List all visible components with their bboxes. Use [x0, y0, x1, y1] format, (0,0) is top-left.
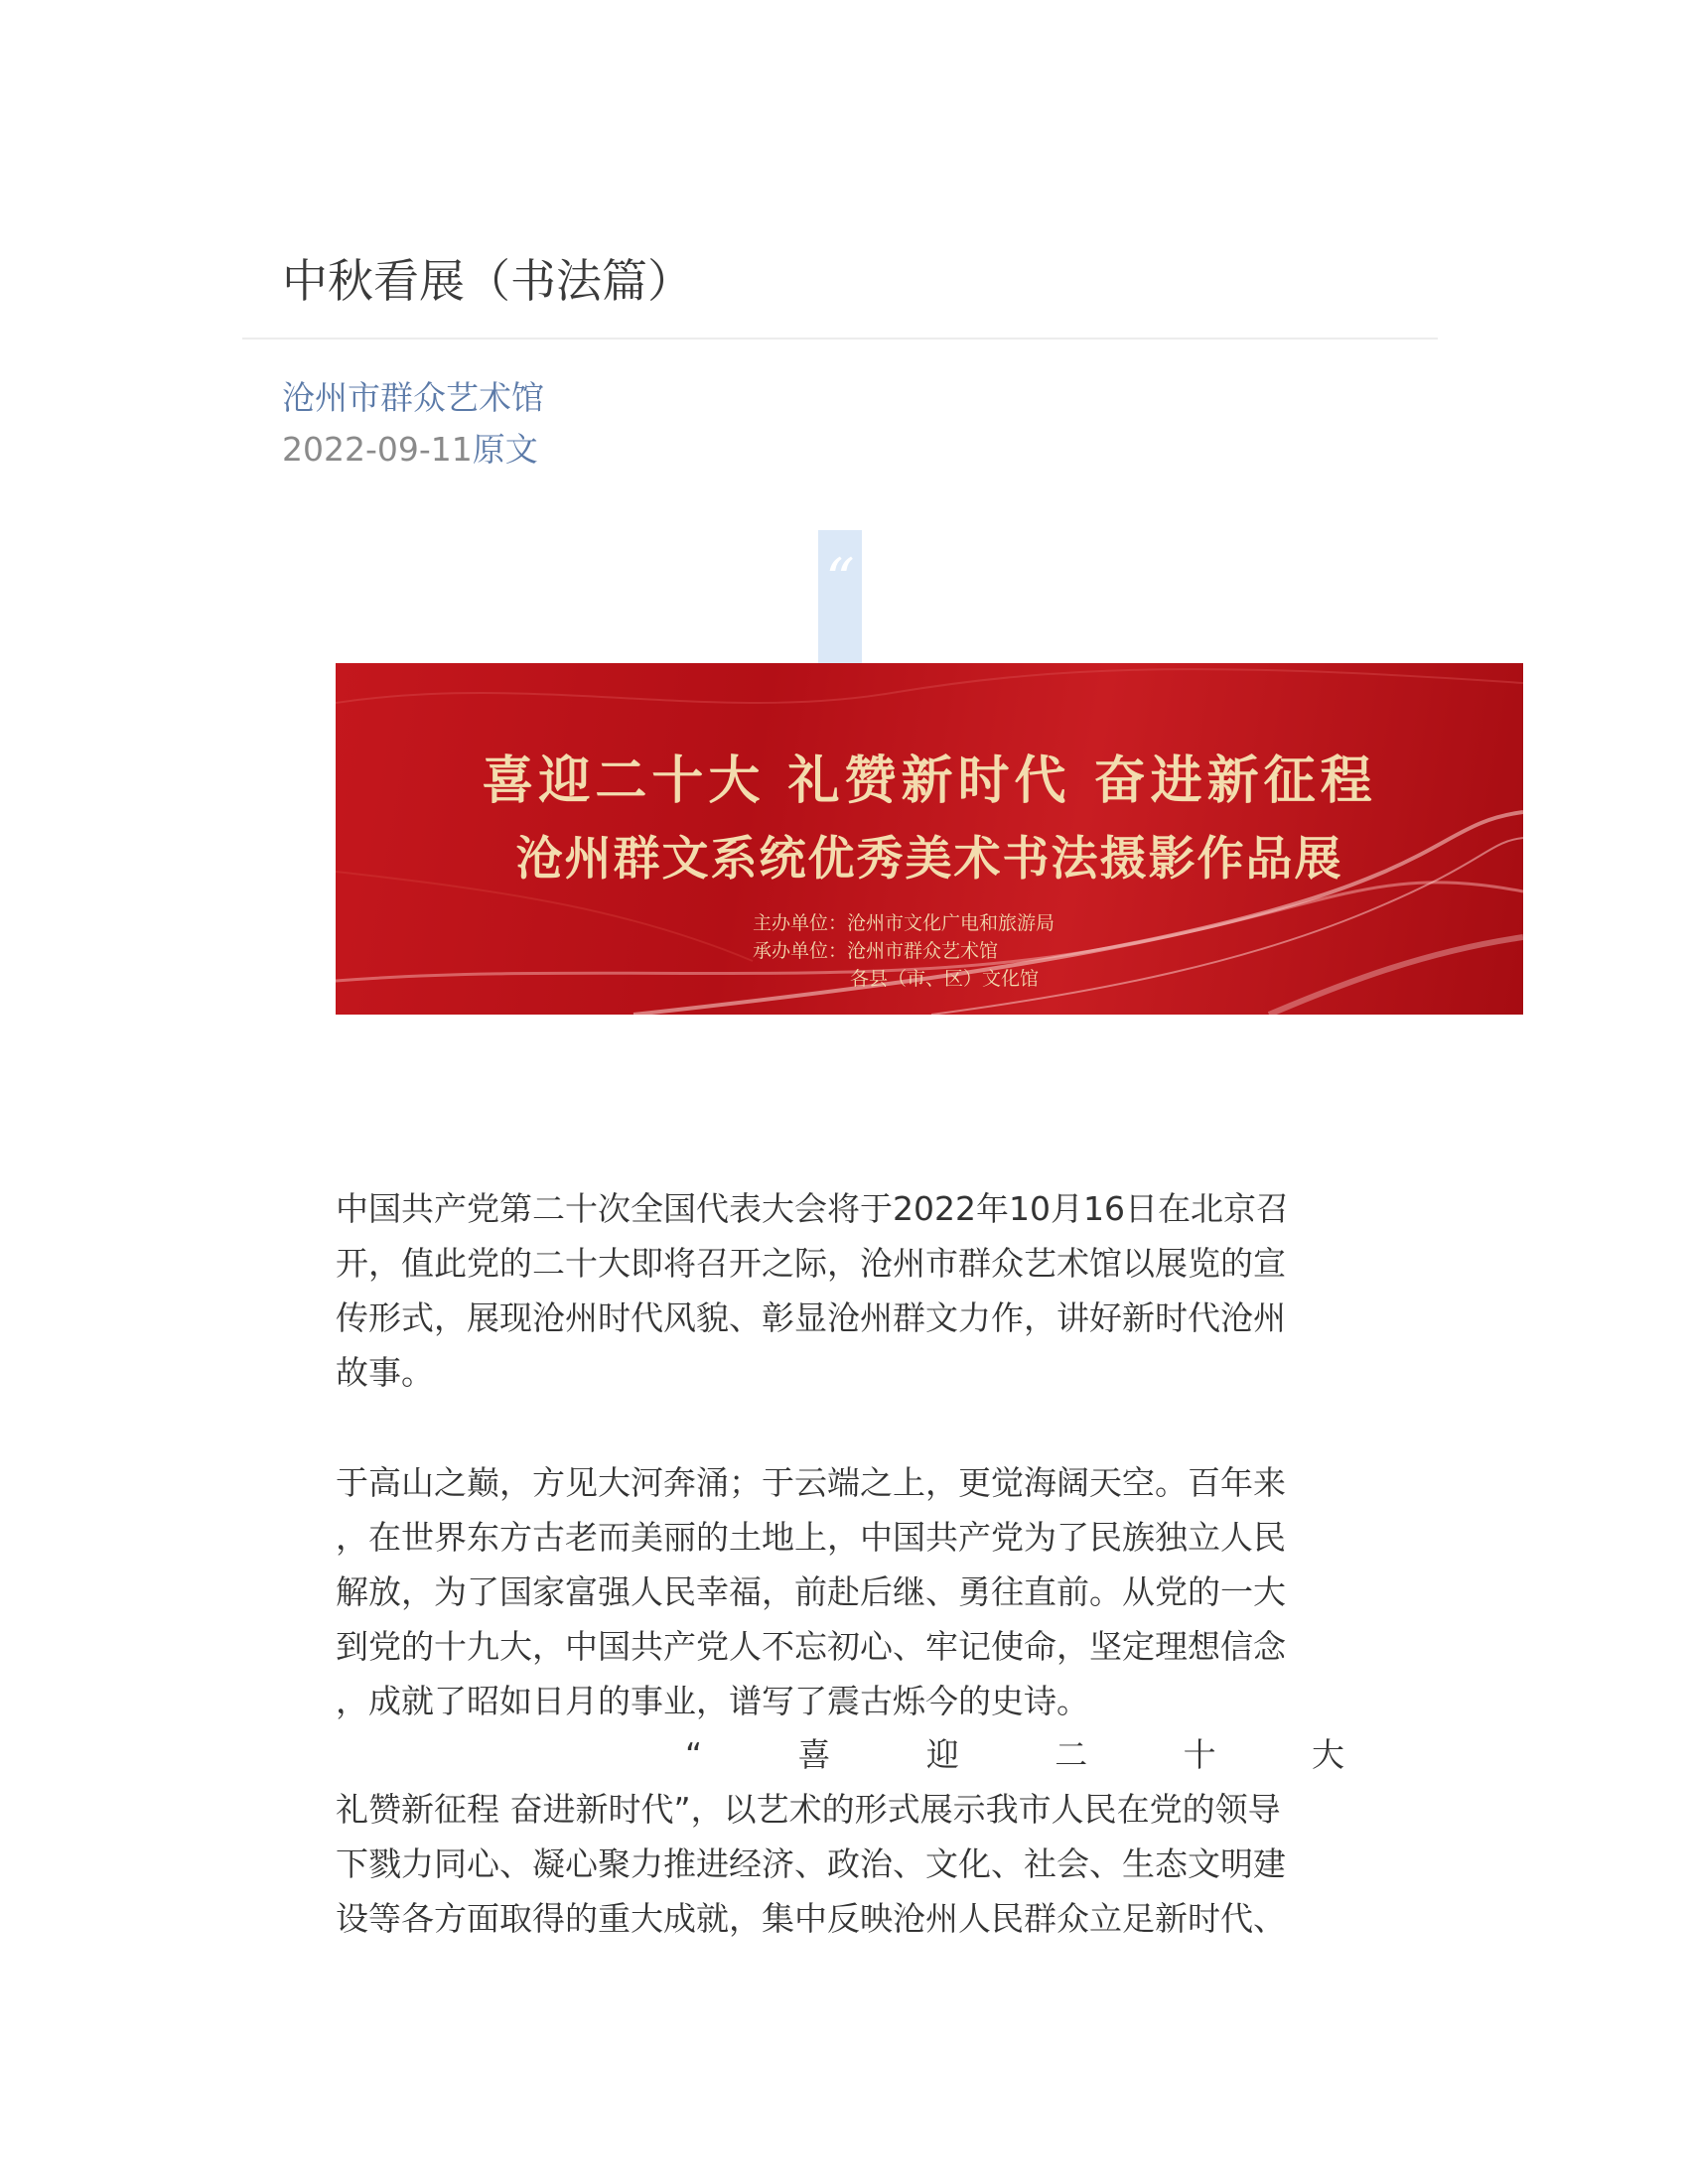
text-line: 于高山之巅，方见大河奔涌；于云端之上，更觉海阔天空。百年来	[336, 1463, 1286, 1502]
text-line: 下戮力同心、凝心聚力推进经济、政治、文化、社会、生态文明建	[336, 1844, 1286, 1883]
source-link[interactable]: 原文	[472, 430, 538, 469]
spread-line: “ 喜 迎 二 十 大	[685, 1735, 1344, 1774]
banner-subheadline: 沧州群文系统优秀美术书法摄影作品展	[515, 832, 1343, 887]
host-line: 主办单位：沧州市文化广电和旅游局	[753, 912, 1055, 934]
publish-date: 2022-09-11	[282, 430, 473, 469]
text-line: 设等各方面取得的重大成就，集中反映沧州人民群众立足新时代、	[336, 1899, 1286, 1938]
text-line: ，在世界东方古老而美丽的土地上，中国共产党为了民族独立人民	[336, 1518, 1286, 1557]
paragraph-2	[336, 1455, 1344, 1728]
title-divider	[242, 338, 1438, 340]
text-line: 中国共产党第二十次全国代表大会将于2022年10月16日在北京召	[336, 1189, 1289, 1228]
article-title: 中秋看展（书法篇）	[282, 254, 693, 308]
organizer-extra-line: 各县（市、区）文化馆	[850, 968, 1040, 990]
text-line: ，成就了昭如日月的事业，谱写了震古烁今的史诗。	[336, 1682, 1089, 1720]
text-line: 解放，为了国家富强人民幸福，前赴后继、勇往直前。从党的一大	[336, 1572, 1286, 1611]
text-line: 开，值此党的二十大即将召开之际，沧州市群众艺术馆以展览的宣	[336, 1244, 1286, 1283]
quote-mark-icon: “	[825, 546, 855, 614]
paragraph-1	[336, 1181, 1344, 1400]
text-line: 到党的十九大，中国共产党人不忘初心、牢记使命，坚定理想信念	[336, 1627, 1286, 1666]
banner-organizers	[753, 909, 1055, 993]
text-line: 传形式，展现沧州时代风貌、彰显沧州群文力作，讲好新时代沧州	[336, 1298, 1286, 1337]
text-line: 故事。	[336, 1353, 434, 1392]
banner-headline: 喜迎二十大 礼赞新时代 奋进新征程	[482, 751, 1377, 811]
article-meta	[282, 425, 538, 475]
paragraph-3	[336, 1727, 1344, 1946]
author-link[interactable]: 沧州市群众艺术馆	[282, 378, 544, 417]
text-line: 礼赞新征程 奋进新时代”，以艺术的形式展示我市人民在党的领导	[336, 1790, 1281, 1829]
exhibition-banner	[336, 663, 1523, 1015]
organizer-line: 承办单位：沧州市群众艺术馆	[753, 940, 999, 962]
